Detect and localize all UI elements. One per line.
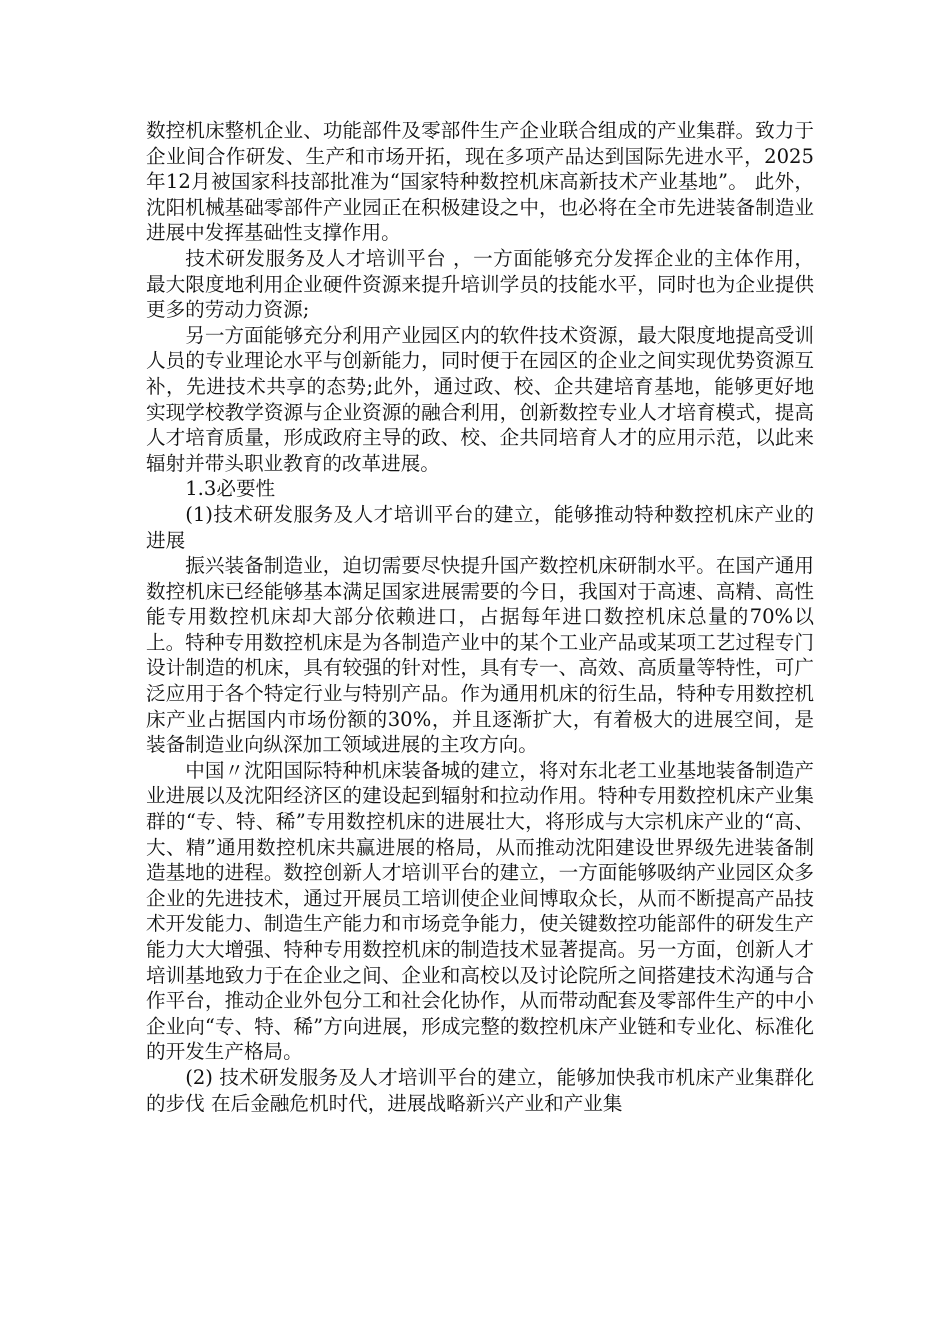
section-heading-necessity: 1.3必要性 [185, 477, 276, 501]
paragraph-point-1-title: (1)技术研发服务及人才培训平台的建立，能够推动特种数控机床产业的进展 [146, 502, 814, 552]
paragraph-equipment: 振兴装备制造业，迫切需要尽快提升国产数控机床研制水平。在国产通用数控机床已经能够基本满足国家进展需要的今日，我国对于高速、高精、高性能专用数控机床却大部分依赖进口，占据每年进口数控机床总量的70%以上。特种专用数控机床是为各制造产业中的某个工业产品或某项工艺过程专门设计制造的机床，具有较强的针对性，具有专一、高效、高质量等特性，可广泛应用于各个特定行业与特别产品。作为通用机床的衍生品，特种专用数控机床产业占据国内市场份额的30%，并且逐渐扩大，有着极大的进展空间，是装备制造业向纵深加工领域进展的主攻方向。 [146, 554, 814, 757]
paragraph-point-2: (2) 技术研发服务及人才培训平台的建立，能够加快我市机床产业集群化的步伐 在后金融危机时代，进展战略新兴产业和产业集 [146, 1065, 814, 1115]
paragraph-shenyang-city: 中国〃沈阳国际特种机床装备城的建立，将对东北老工业基地装备制造产业进展以及沈阳经济区的建设起到辐射和拉动作用。特种专用数控机床产业集群的“专、特、稀”专用数控机床的进展壮大，将形成与大宗机床产业的“高、大、精”通用数控机床共赢进展的格局，从而推动沈阳建设世界级先进装备制造基地的进程。数控创新人才培训平台的建立，一方面能够吸纳产业园区众多企业的先进技术，通过开展员工培训使企业间博取众长，从而不断提高产品技术开发能力、制造生产能力和市场竞争能力，使关键数控功能部件的研发生产能力大大增强、特种专用数控机床的制造技术显著提高。另一方面，创新人才培训基地致力于在企业之间、企业和高校以及讨论院所之间搭建技术沟通与合作平台，推动企业外包分工和社会化协作，从而带动配套及零部件生产的中小企业向“专、特、稀”方向进展，形成完整的数控机床产业链和专业化、标准化的开发生产格局。 [146, 758, 814, 1064]
paragraph-platform-first: 技术研发服务及人才培训平台 ，一方面能够充分发挥企业的主体作用，最大限度地利用企业硬件资源来提升培训学员的技能水平，同时也为企业提供更多的劳动力资源; [146, 246, 814, 322]
paragraph-platform-second: 另一方面能够充分利用产业园区内的软件技术资源，最大限度地提高受训人员的专业理论水平与创新能力，同时便于在园区的企业之间实现优势资源互补，先进技术共享的态势;此外，通过政、校、企共建培育基地，能够更好地实现学校教学资源与企业资源的融合利用，创新数控专业人才培育模式，提高人才培育质量，形成政府主导的政、校、企共同培育人才的应用示范，以此来辐射并带头职业教育的改革进展。 [146, 323, 814, 475]
paragraph-intro: 数控机床整机企业、功能部件及零部件生产企业联合组成的产业集群。致力于企业间合作研发、生产和市场开拓，现在多项产品达到国际先进水平，2025年12月被国家科技部批准为“国家特种数控机床高新技术产业基地”。 此外，沈阳机械基础零部件产业园正在积极建设之中，也必将在全市先进装备制造业进展中发挥基础性支撑作用。 [146, 119, 814, 245]
document-body [146, 118, 814, 1116]
